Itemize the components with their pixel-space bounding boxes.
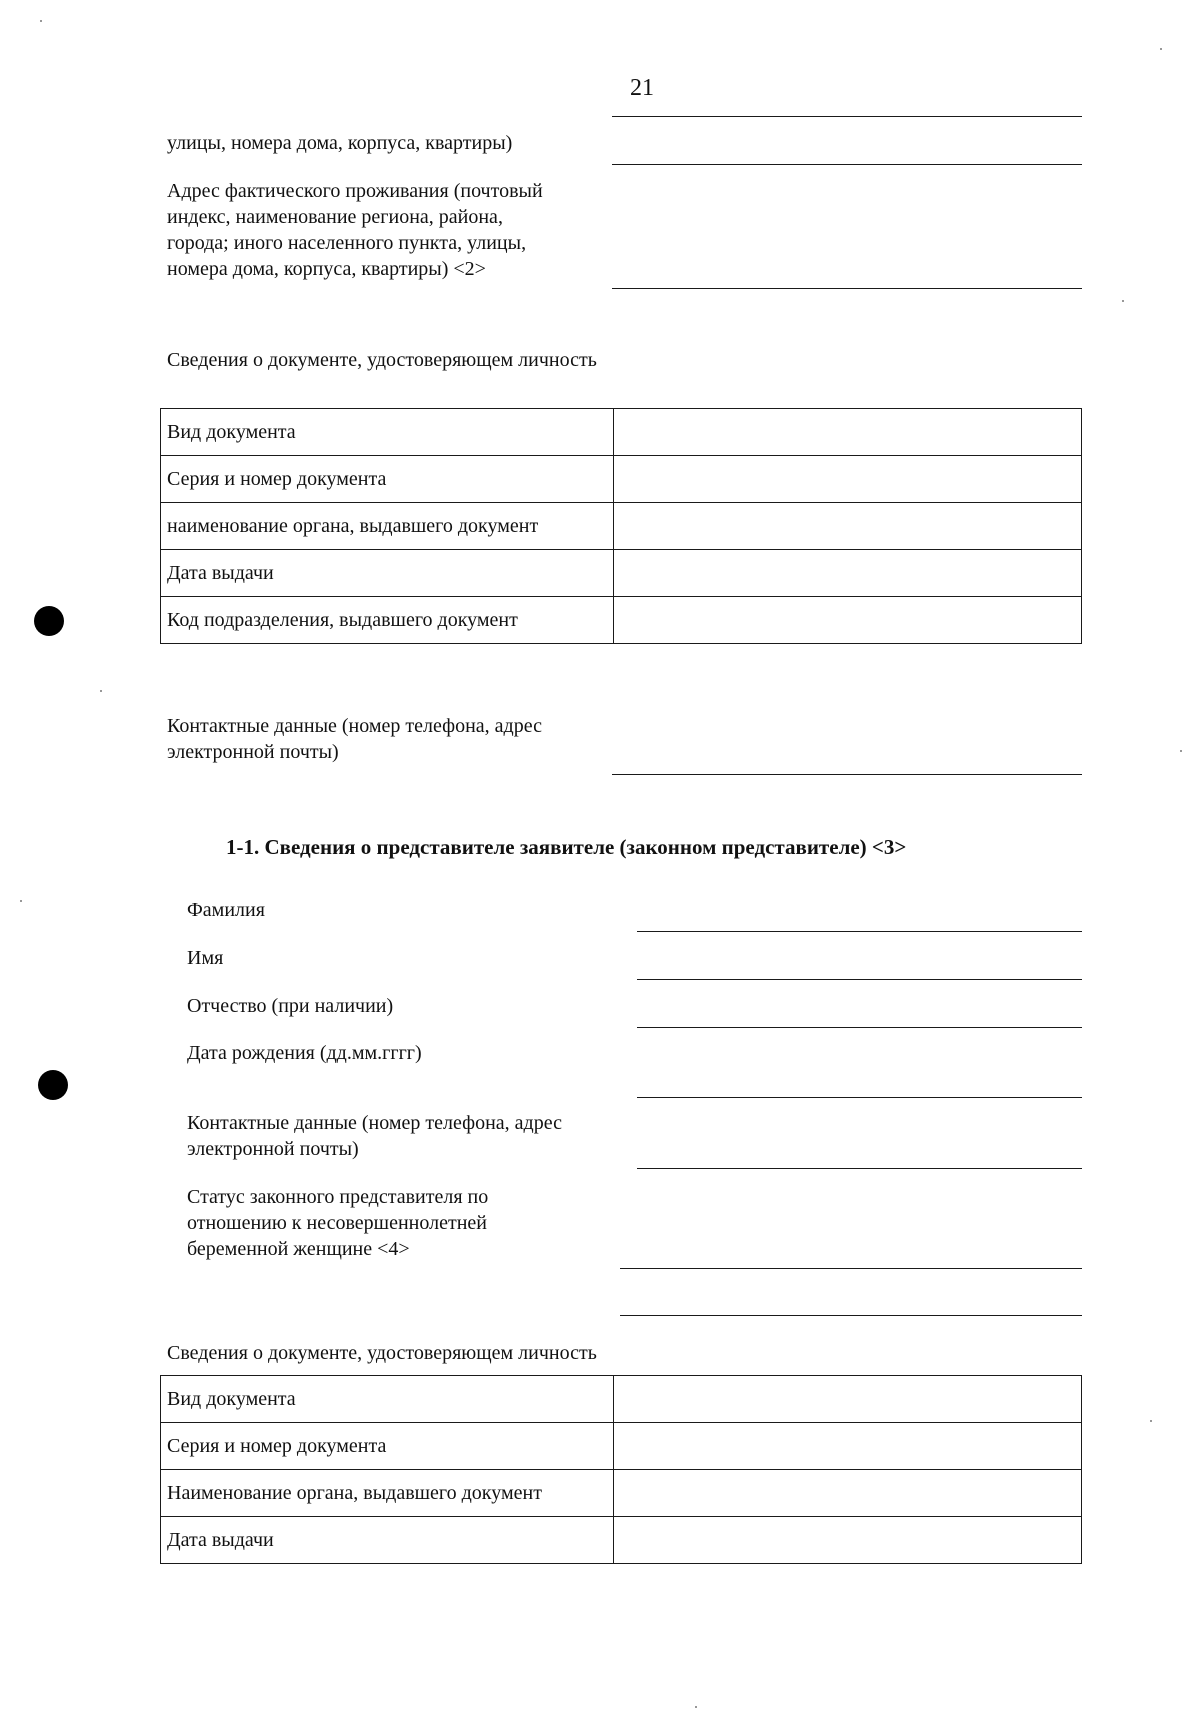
first-name-input-line[interactable]	[637, 979, 1082, 980]
scan-speck	[100, 690, 102, 692]
doc-series-number-label: Серия и номер документа	[161, 456, 614, 503]
actual-residence-label-line: номера дома, корпуса, квартиры) <2>	[167, 258, 486, 280]
birth-date-label: Дата рождения (дд.мм.гггг)	[187, 1042, 422, 1064]
scan-speck	[20, 900, 22, 902]
registration-address-line-2	[612, 164, 1082, 165]
actual-residence-label-line: индекс, наименование региона, района,	[167, 206, 503, 228]
table-row	[161, 503, 1082, 550]
punch-hole-top	[34, 606, 64, 636]
scan-speck	[1160, 48, 1162, 50]
doc-type-label: Вид документа	[161, 409, 614, 456]
representative-contacts-label	[187, 1110, 562, 1162]
doc-department-code-label: Код подразделения, выдавшего документ	[161, 597, 614, 644]
applicant-contacts-label	[167, 713, 542, 765]
doc-issue-date-value[interactable]	[614, 1517, 1082, 1564]
patronymic-label: Отчество (при наличии)	[187, 995, 394, 1017]
doc-issue-date-value[interactable]	[614, 550, 1082, 597]
patronymic-input-line[interactable]	[637, 1027, 1082, 1028]
table-row	[161, 550, 1082, 597]
registration-address-line-1	[612, 116, 1082, 117]
actual-residence-label-line: Адрес фактического проживания (почтовый	[167, 180, 543, 202]
registration-address-tail: улицы, номера дома, корпуса, квартиры)	[167, 132, 513, 154]
table-row	[161, 597, 1082, 644]
representative-status-label-line: отношению к несовершеннолетней	[187, 1212, 487, 1234]
scan-speck	[40, 20, 42, 22]
doc-issuer-label: Наименование органа, выдавшего документ	[161, 1470, 614, 1517]
doc-issuer-value[interactable]	[614, 1470, 1082, 1517]
table-row	[161, 1376, 1082, 1423]
doc-series-number-label: Серия и номер документа	[161, 1423, 614, 1470]
scan-speck	[1122, 300, 1124, 302]
applicant-contacts-label-line: электронной почты)	[167, 741, 339, 763]
actual-residence-label-line: города; иного населенного пункта, улицы,	[167, 232, 527, 254]
representative-status-input-line-2[interactable]	[620, 1315, 1082, 1316]
representative-contacts-input-line[interactable]	[637, 1168, 1082, 1169]
representative-status-input-line-1[interactable]	[620, 1268, 1082, 1269]
representative-status-label	[187, 1184, 488, 1262]
representative-section-heading: 1-1. Сведения о представителе заявителе (законном представителе) <3>	[226, 835, 907, 859]
representative-contacts-label-line: электронной почты)	[187, 1138, 359, 1160]
applicant-contacts-label-line: Контактные данные (номер телефона, адрес	[167, 715, 542, 737]
scan-speck	[1180, 750, 1182, 752]
table-row	[161, 409, 1082, 456]
last-name-input-line[interactable]	[637, 931, 1082, 932]
scan-speck	[695, 1706, 697, 1708]
actual-residence-input-line[interactable]	[612, 288, 1082, 289]
applicant-contacts-input-line[interactable]	[612, 774, 1082, 775]
scan-speck	[1150, 1420, 1152, 1422]
actual-residence-label	[167, 178, 543, 282]
doc-type-value[interactable]	[614, 409, 1082, 456]
identity-doc-table-2	[160, 1375, 1082, 1564]
doc-issuer-label: наименование органа, выдавшего документ	[161, 503, 614, 550]
representative-status-label-line: Статус законного представителя по	[187, 1186, 489, 1208]
doc-type-value[interactable]	[614, 1376, 1082, 1423]
punch-hole-bottom	[38, 1070, 68, 1100]
doc-issue-date-label: Дата выдачи	[161, 550, 614, 597]
doc-issuer-value[interactable]	[614, 503, 1082, 550]
doc-series-number-value[interactable]	[614, 456, 1082, 503]
representative-status-label-line: беременной женщине <4>	[187, 1238, 410, 1260]
doc-department-code-value[interactable]	[614, 597, 1082, 644]
table-row	[161, 1423, 1082, 1470]
identity-doc-table-1	[160, 408, 1082, 644]
identity-doc-section-title: Сведения о документе, удостоверяющем личность	[167, 349, 597, 371]
last-name-label: Фамилия	[187, 899, 265, 921]
representative-contacts-label-line: Контактные данные (номер телефона, адрес	[187, 1112, 562, 1134]
doc-issue-date-label: Дата выдачи	[161, 1517, 614, 1564]
table-row	[161, 1517, 1082, 1564]
doc-type-label: Вид документа	[161, 1376, 614, 1423]
birth-date-input-line[interactable]	[637, 1097, 1082, 1098]
first-name-label: Имя	[187, 947, 224, 969]
doc-series-number-value[interactable]	[614, 1423, 1082, 1470]
identity-doc-section-title-2: Сведения о документе, удостоверяющем личность	[167, 1342, 597, 1364]
table-row	[161, 456, 1082, 503]
page-number: 21	[630, 75, 654, 101]
table-row	[161, 1470, 1082, 1517]
